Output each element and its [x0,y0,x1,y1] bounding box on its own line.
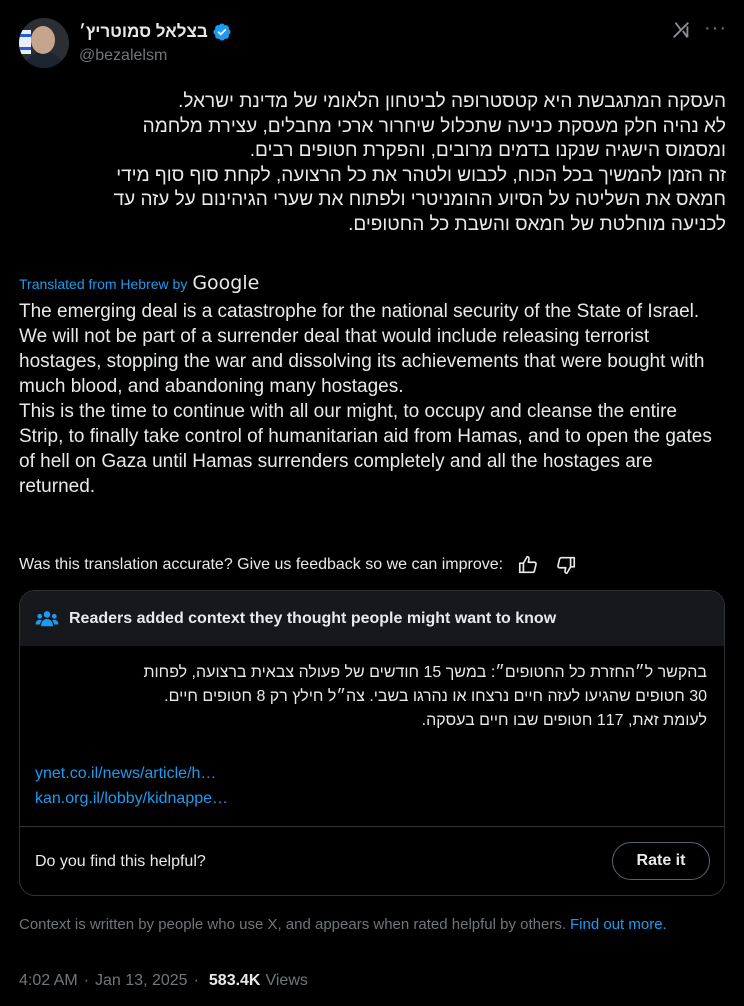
display-name[interactable]: בצלאל סמוטריץ׳ [79,22,208,41]
tweet-line: ומסמוס הישגיה שנקנו בדמים מרובים, והפקרת חטופים רבים. [249,140,726,161]
translation-paragraph: This is the time to continue with all our might, to occupy and cleanse the entire Strip, to finally take control of humanitarian aid from Hamas, and to open the gates of hell on Gaza until Hamas surrenders completely and all the hostages are returned. [19,401,712,497]
community-note-header [20,591,724,646]
translation-paragraph: The emerging deal is a catastrophe for the national security of the State of Israel. [19,301,700,322]
note-line: בהקשר ל״החזרת כל החטופים״: במשך 15 חודשים של פעולה צבאית ברצועה, לפחות [143,664,707,681]
avatar[interactable] [19,18,69,68]
author-name-row[interactable] [79,21,232,43]
thumbs-up-icon[interactable] [517,554,539,576]
context-footer-text: Context is written by people who use X, and appears when rated helpful by others. [19,916,566,933]
community-note-title: Readers added context they thought people might want to know [69,609,557,627]
note-source-link[interactable]: kan.org.il/lobby/kidnappe… [35,790,229,807]
divider [20,826,724,827]
tweet-time[interactable]: 4:02 AM [19,972,78,989]
tweet-line: חמאס את השליטה על הסיוע ההומניטרי ולפתוח את שערי הגיהינום על עזה עד [113,189,726,210]
helpful-prompt: Do you find this helpful? [35,853,206,870]
more-icon[interactable]: ··· [704,17,727,39]
author-handle[interactable]: @bezalelsm [79,47,168,64]
tweet-line: לכניעה מוחלטת של חמאס והשבת כל החטופים. [348,213,726,235]
flag-icon [19,30,31,54]
google-logo: Google [192,272,260,294]
tweet-line: זה הזמן להמשיך בכל הכוח, לכבוש ולטהר את כל הרצועה, לקחת סוף סוף מידי [116,164,726,186]
find-out-more-link[interactable]: Find out more. [570,916,667,933]
community-note [19,590,725,896]
tweet-line: לא נהיה חלק מעסקת כניעה שתכלול שיחרור ארכי מחבלים, עצירת מלחמה [142,115,726,137]
context-footer [19,916,667,933]
feedback-prompt: Was this translation accurate? Give us feedback so we can improve: [19,556,504,573]
translation-feedback [19,554,577,576]
tweet-text-hebrew [19,90,726,237]
thumbs-down-icon[interactable] [555,554,577,576]
tweet-line: העסקה המתגבשת היא קטסטרופה לביטחון הלאומי של מדינת ישראל. [178,91,726,112]
tweet-meta: 4:02 AM · Jan 13, 2025 · 583.4K Views [19,972,308,989]
note-line: 30 חטופים שהגיעו לעזה חיים נרצחו או נהרגו בשבי. צה״ל חילץ רק 8 חטופים חיים. [164,688,707,705]
translation-paragraph: We will not be part of a surrender deal that would include releasing terrorist hostages, stopping the war and dissolving its achievements that were bought with much blood, and abandoning many hostages. [19,326,705,397]
views-count: 583.4K [208,972,261,989]
tweet-text-translation [19,299,726,499]
tweet-date[interactable]: Jan 13, 2025 [95,972,188,989]
grok-icon[interactable] [670,19,692,41]
translated-from-link[interactable] [19,272,259,294]
people-icon [35,609,59,629]
views-label: Views [265,972,308,989]
verified-badge-icon [212,22,232,42]
translated-label[interactable]: Translated from Hebrew by [19,276,188,292]
note-line: לעומת זאת, 117 חטופים שבו חיים בעסקה. [421,712,707,729]
note-source-link[interactable]: ynet.co.il/news/article/h… [35,765,217,782]
community-note-text [35,661,707,733]
rate-it-button[interactable]: Rate it [612,842,710,880]
